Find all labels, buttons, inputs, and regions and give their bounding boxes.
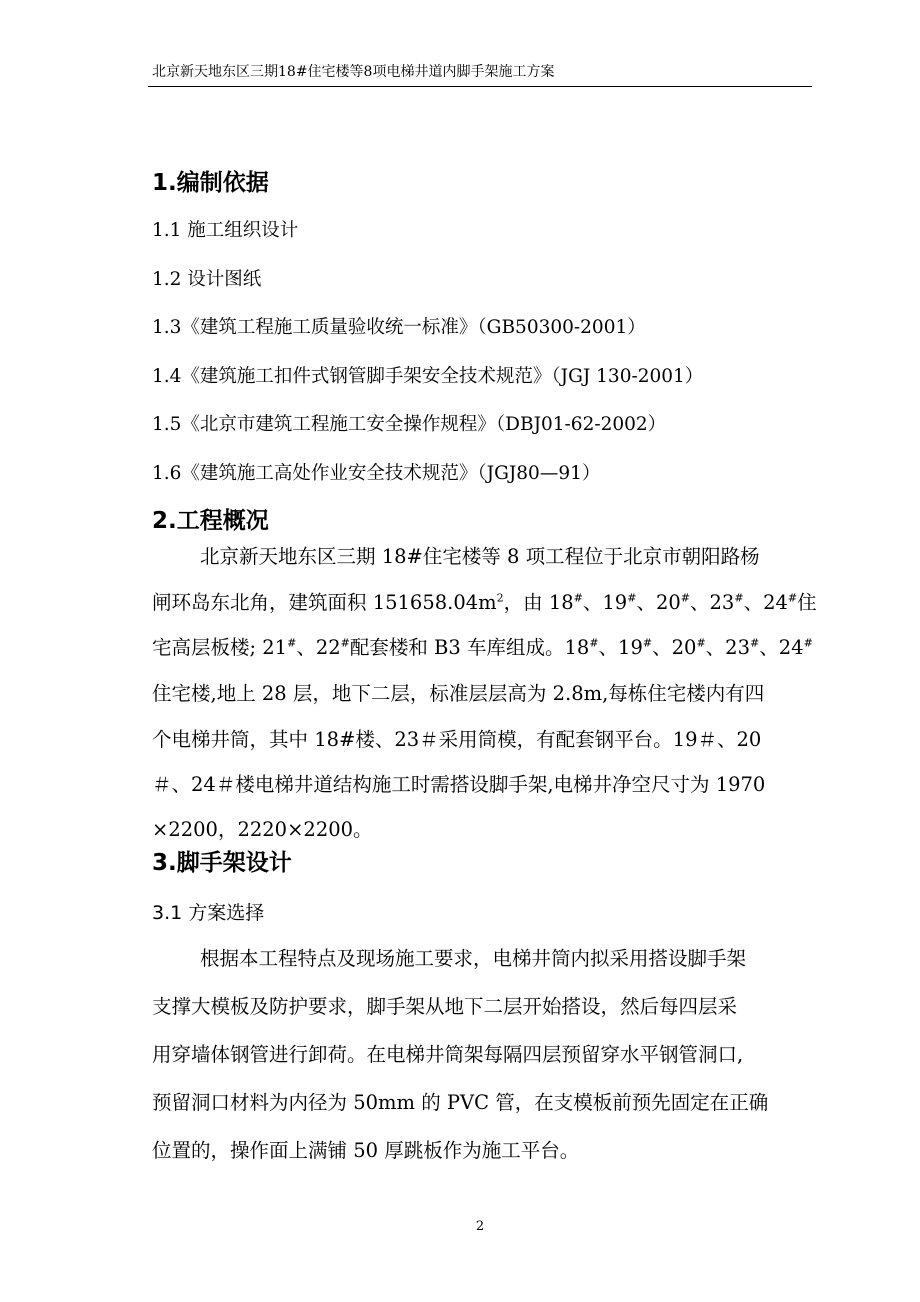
text-run: 闸环岛东北角，建筑面积 151658.04m: [152, 591, 497, 614]
superscript: #: [589, 636, 599, 650]
page-number: 2: [475, 1219, 485, 1234]
text-run: 、: [690, 591, 710, 614]
list-item: 1.3《建筑工程施工质量验收统一标准》（GB50300-2001）: [152, 317, 646, 338]
paragraph-line: 住宅楼,地上 28 层，地下二层，标准层层高为 2.8m,每栋住宅楼内有四: [152, 682, 765, 705]
text-run: 19: [618, 636, 643, 659]
text-run: 、22: [296, 636, 341, 659]
header-rule: [148, 86, 812, 87]
text-run: 、: [652, 636, 672, 659]
list-item: 1.6《建筑施工高处作业安全技术规范》（JGJ80—91）: [152, 463, 601, 484]
list-item: 1.4《建筑施工扣件式钢管脚手架安全技术规范》（JGJ 130-2001）: [152, 366, 704, 387]
text-run: 23: [709, 591, 735, 614]
superscript: #: [287, 636, 297, 650]
superscript: #: [627, 591, 637, 605]
paragraph-line: ×2200，2220×2200。: [152, 818, 373, 841]
paragraph-line: 支撑大模板及防护要求，脚手架从地下二层开始搭设，然后每四层采: [152, 995, 738, 1018]
text-run: 24: [763, 591, 788, 614]
text-run: 23: [725, 636, 750, 659]
section-heading-3: 3.脚手架设计: [152, 850, 292, 876]
text-run: 、: [705, 636, 726, 659]
paragraph-line: 预留洞口材料为内径为 50mm 的 PVC 管，在支模板前预先固定在正确: [152, 1091, 769, 1114]
paragraph-line: 个电梯井筒，其中 18#楼、23＃采用筒模，有配套钢平台。19＃、20: [152, 728, 762, 751]
superscript: #: [696, 636, 706, 650]
superscript: 2: [496, 591, 504, 605]
superscript: #: [750, 636, 760, 650]
list-item: 1.2 设计图纸: [152, 269, 262, 290]
running-header: 北京新天地东区三期18#住宅楼等8项电梯井道内脚手架施工方案: [152, 64, 555, 80]
text-run: 配套楼和 B3 车库组成。18: [349, 636, 590, 659]
text-run: 住: [797, 591, 817, 614]
paragraph-line: [152, 590, 817, 616]
superscript: #: [573, 591, 583, 605]
text-run: ，由 18: [503, 591, 574, 614]
superscript: #: [680, 591, 690, 605]
paragraph-line: [152, 635, 813, 661]
superscript: #: [642, 636, 653, 650]
text-run: 、: [759, 636, 779, 659]
superscript: #: [734, 591, 744, 605]
text-run: 20: [671, 636, 697, 659]
paragraph-line: 根据本工程特点及现场施工要求，电梯井筒内拟采用搭设脚手架: [200, 947, 747, 970]
text-run: 19: [602, 591, 628, 614]
subsection-heading: 3.1 方案选择: [152, 902, 265, 924]
section-heading-2: 2.工程概况: [152, 508, 269, 534]
text-run: 24: [778, 636, 804, 659]
text-run: 、: [598, 636, 619, 659]
list-item: 1.1 施工组织设计: [152, 220, 299, 241]
paragraph-line: ＃、24＃楼电梯井道结构施工时需搭设脚手架,电梯井净空尺寸为 1970: [152, 773, 766, 796]
text-run: 、: [743, 591, 764, 614]
section-heading-1: 1.编制依据: [152, 170, 269, 196]
text-run: 宅高层板楼; 21: [152, 636, 288, 659]
text-run: 20: [655, 591, 681, 614]
paragraph-line: 位置的，操作面上满铺 50 厚跳板作为施工平台。: [152, 1139, 580, 1162]
list-item: 1.5《北京市建筑工程施工安全操作规程》（DBJ01-62-2002）: [152, 414, 667, 435]
text-run: 、: [636, 591, 656, 614]
text-run: 、: [582, 591, 603, 614]
superscript: #: [803, 636, 813, 650]
paragraph-line: 北京新天地东区三期 18#住宅楼等 8 项工程位于北京市朝阳路杨: [200, 545, 760, 568]
superscript: #: [340, 636, 350, 650]
paragraph-line: 用穿墙体钢管进行卸荷。在电梯井筒架每隔四层预留穿水平钢管洞口,: [152, 1043, 744, 1066]
superscript: #: [787, 591, 798, 605]
